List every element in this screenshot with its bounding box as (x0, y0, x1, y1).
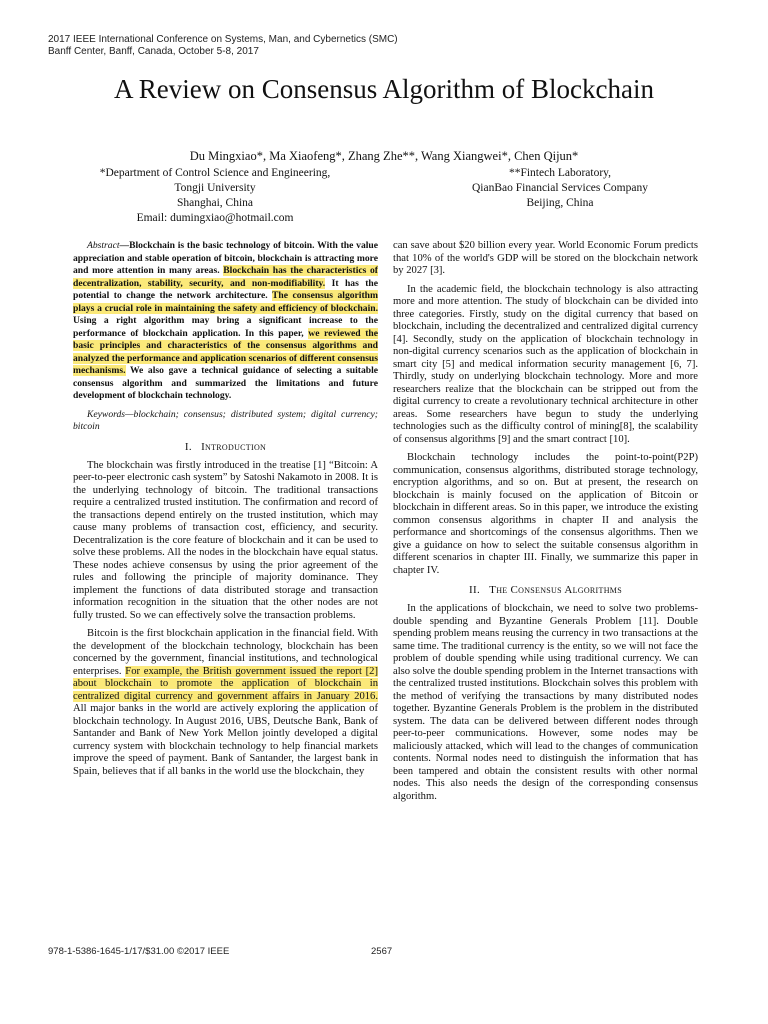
affiliation-line: Tongji University (174, 182, 256, 194)
paragraph-text: Bitcoin is the first blockchain application in the financial field. With the development of the blockchain technology, blockchain has been concerned by the government, financial institutions, and technological enterprises. (73, 628, 378, 677)
paragraph: can save about $20 billion every year. World Economic Forum predicts that 10% of the world's GDP will be stored on the blockchain network by 2027 [3]. (393, 240, 698, 276)
abstract-text: It has the potential to change the network architecture. (73, 277, 379, 301)
section-number: I. (184, 440, 192, 453)
conference-name: 2017 IEEE International Conference on Systems, Man, and Cybernetics (SMC) (48, 34, 398, 45)
affiliation-right (430, 166, 690, 211)
paragraph-text: All major banks in the world are actively exploring the application of blockchain technology. In August 2016, UBS, Deutsche Bank, Bank of Santander and Bank of New York Mellon jointly developed a digital currency system with blockchain technology to help financial markets improve the speed of payment. Bank of Santander, the largest bank in Spain, believes that if all banks in the world use the blockchain, they (73, 703, 378, 777)
copyright-line: 978-1-5386-1645-1/17/$31.00 ©2017 IEEE (48, 946, 230, 957)
paragraph: Blockchain technology includes the point-to-point(P2P) communication, consensus algorithms, distributed storage technology, encryption algorithms, and so on. But at present, the research on blockchain is mainly focused on the application of Bitcoin or blockchain in different areas. So in this paper, we introduce the existing common consensus algorithms in chapter II and analysis the performance and shortcomings of the consensus algorithms. Then we give a guidance on how to select the suitable consensus algorithm in different scenarios in chapter III. Finally, we summarize this paper in chapter IV. (393, 452, 698, 576)
affiliation-left (80, 166, 350, 226)
author-email: Email: dumingxiao@hotmail.com (136, 212, 294, 224)
abstract (73, 240, 378, 403)
section-heading-consensus-algorithms (393, 583, 698, 597)
abstract-text: Using a right algorithm may bring a significant increase to the performance of blockchain application. In this paper, (73, 315, 378, 339)
paragraph (73, 628, 378, 778)
right-column (393, 240, 698, 809)
paper-title: A Review on Consensus Algorithm of Blockchain (114, 74, 654, 104)
affiliation-line: *Department of Control Science and Engineering, (99, 167, 331, 179)
section-title: The Consensus Algorithms (489, 584, 622, 596)
paragraph: The blockchain was firstly introduced in the treatise [1] “Bitcoin: A peer-to-peer electronic cash system” by Satoshi Nakamoto in 2008. It is the underlying technology of bitcoin. The traditional transactions require a centralized trusted institution. The confirmation and record of the transactions depend entirely on the trusted institution, which may cause many problems of transaction cost, efficiency, and security. Decentralization is the core feature of blockchain and it can be used to solve these problems. All the nodes in the blockchain have equal status. These nodes achieve consensus by using the prior agreement of the rules and following the principle of majority dominance. They implement the functions of data distributed storage and transaction information recognition in the situation that the other nodes are not fully trusted. So we can effectively solve the transaction problems. (73, 459, 378, 621)
abstract-highlight: The consensus algorithm plays a crucial role in maintaining the safety and efficiency of blockchain. (73, 290, 378, 314)
conference-header (48, 34, 648, 58)
author-list: Du Mingxiao*, Ma Xiaofeng*, Zhang Zhe**, Wang Xiangwei*, Chen Qijun* (189, 149, 579, 163)
left-column (73, 240, 378, 784)
abstract-highlight: we reviewed the basic principles and characteristics of the consensus algorithms and analyzed the performance and application scenarios of different consensus mechanisms. (73, 327, 378, 376)
abstract-highlight: Blockchain has the characteristics of decentralization, stability, security, and non-modifiability. (73, 265, 378, 289)
affiliation-line: **Fintech Laboratory, (508, 167, 612, 179)
paragraph: In the academic field, the blockchain technology is also attracting more and more attention. The study of blockchain can be divided into three categories. Firstly, study on the digital currency that based on blockchain, including the decentralized and centralized digital currency [4]. Secondly, study on the application of blockchain technology in non-digital currency scenarios such as the application of blockchain in smart city [5] and medical information security management [6, 7]. Thirdly, study on underlying blockchain technology. More and more researchers realize that the blockchain can be stripped out from the digital currency to create a revolutionary technical architecture in other areas. Some researchers have begun to study the underlying technologies such as the difficulty control of mining[8], the scalability of consensus algorithms [9] and the smart contract [10]. (393, 283, 698, 445)
abstract-label: Abstract (87, 240, 120, 251)
affiliation-line: Beijing, China (526, 197, 594, 209)
conference-location: Banff Center, Banff, Canada, October 5-8, 2017 (48, 46, 259, 57)
abstract-text: Blockchain is the basic technology of bitcoin. With the value appreciation and stable operation of bitcoin, blockchain is attracting more and more attention in many areas. (73, 240, 378, 276)
section-number: II. (469, 584, 481, 596)
affiliation-line: Shanghai, China (176, 197, 254, 209)
section-title: Introduction (201, 440, 267, 453)
affiliation-line: QianBao Financial Services Company (472, 182, 648, 194)
keywords: Keywords—blockchain; consensus; distributed system; digital currency; bitcoin (73, 408, 378, 432)
abstract-dash: — (119, 240, 130, 251)
paragraph-highlight: For example, the British government issued the report [2] about blockchain to promote the application of blockchain in centralized digital currency and government affairs in January 2016. (73, 665, 378, 702)
section-heading-introduction (73, 440, 378, 454)
page-number: 2567 (371, 946, 393, 957)
abstract-text: We also gave a technical guidance of selecting a suitable consensus algorithm and summarized the limitations and future development of blockchain technology. (73, 365, 378, 401)
paragraph: In the applications of blockchain, we need to solve two problems- double spending and Byzantine Generals Problem [11]. Double spending problem means reusing the currency in two transactions at the same time. The traditional currency is the entity, so we will not face the problem of double spending while using traditional currency. We can also solve the double spending problem in the Internet transactions with the centralized trusted institutions. Blockchain solves this problem with the method of verifying the transactions by many distributed nodes together. Byzantine Generals Problem is the problem in the distributed system. The data can be delivered between different nodes through peer-to-peer communications. However, some nodes may be maliciously attacked, which will lead to the changes of communication contents. Normal nodes need to distinguish the information that has been tampered and obtain the consistent results with other normal nodes. This also needs the design of the corresponding consensus algorithm. (393, 603, 698, 802)
